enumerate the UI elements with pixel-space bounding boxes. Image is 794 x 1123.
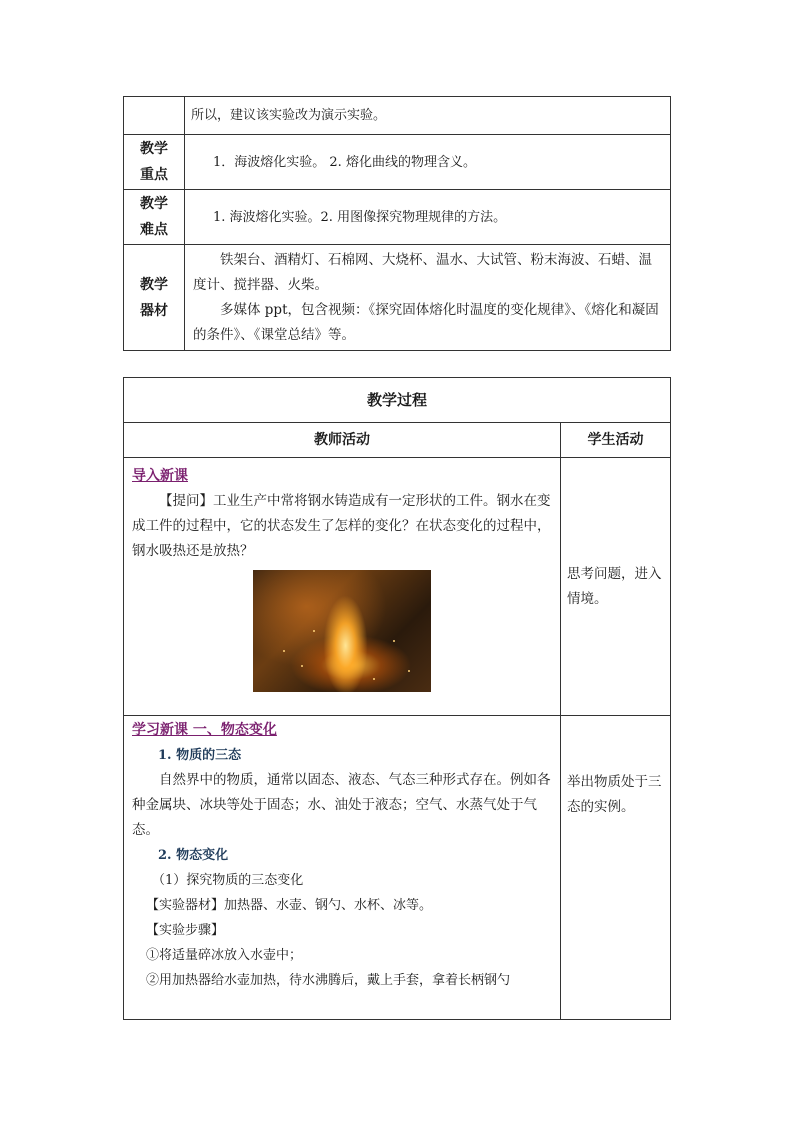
molten-steel-pouring-photo (253, 570, 431, 692)
spark-dot (373, 678, 375, 680)
key-points-content: 1．海波熔化实验。 2. 熔化曲线的物理含义。 (185, 135, 671, 190)
spark-dot (283, 650, 285, 652)
equipment-list: 铁架台、酒精灯、石棉网、大烧杯、温水、大试管、粉末海波、石蜡、温度计、搅拌器、火柴。 (193, 251, 652, 293)
difficulties-label-line1: 教学 (140, 196, 168, 212)
equipment-media: 多媒体 ppt，包含视频：《探究固体熔化时温度的变化规律》、《熔化和凝固的条件》、《课堂总结》等。 (193, 301, 659, 343)
info-label-empty (124, 97, 185, 135)
experiment-step-2: ②用加热器给水壶加热，待水沸腾后，戴上手套，拿着长柄钢勺 (146, 973, 511, 988)
process-title: 教学过程 (124, 378, 671, 423)
spark-dot (408, 670, 410, 672)
info-table (123, 96, 671, 351)
info-row-equipment (124, 245, 671, 351)
three-states-text: 自然界中的物质，通常以固态、液态、气态三种形式存在。例如各种金属块、冰块等处于固态；水、油处于液态；空气、水蒸气处于气态。 (132, 772, 551, 838)
equipment-label-line2: 器材 (140, 302, 168, 319)
process-header-row (124, 423, 671, 458)
experiment-equipment: 【实验器材】加热器、水壶、钢勺、水杯、冰等。 (146, 898, 433, 913)
process-table (123, 377, 671, 1020)
difficulties-content: 1. 海波熔化实验。2. 用图像探究物理规律的方法。 (185, 190, 671, 245)
intro-student-cell: 思考问题，进入情境。 (561, 458, 671, 716)
difficulties-label (124, 190, 185, 245)
spark-dot (313, 630, 315, 632)
experiment-step-1: ①将适量碎冰放入水壶中； (146, 948, 303, 963)
new-lesson-student-cell: 举出物质处于三态的实例。 (561, 716, 671, 1020)
explore-three-states: （1）探究物质的三态变化 (152, 873, 304, 888)
equipment-label-line1: 教学 (140, 276, 168, 293)
intro-section-title: 导入新课 (132, 468, 188, 484)
info-continuation-text: 所以，建议该实验改为演示实验。 (185, 97, 671, 135)
experiment-steps-label: 【实验步骤】 (146, 923, 225, 938)
new-lesson-teacher-cell (124, 716, 561, 1020)
equipment-content (185, 245, 671, 351)
new-lesson-section-title: 学习新课 一、物态变化 (132, 722, 277, 738)
intro-teacher-cell (124, 458, 561, 716)
info-row-continuation (124, 97, 671, 135)
key-points-label (124, 135, 185, 190)
process-title-row (124, 378, 671, 423)
intro-row (124, 458, 671, 716)
key-points-label-line2: 重点 (140, 167, 168, 183)
intro-question: 【提问】工业生产中常将钢水铸造成有一定形状的工件。钢水在变成工件的过程中，它的状态发生了怎样的变化？在状态变化的过程中，钢水吸热还是放热？ (132, 493, 551, 559)
spark-dot (393, 640, 395, 642)
state-change-title: 2. 物态变化 (158, 848, 229, 863)
teacher-activity-header: 教师活动 (124, 423, 561, 458)
spark-dot (301, 665, 303, 667)
info-row-key-points (124, 135, 671, 190)
key-points-label-line1: 教学 (140, 141, 168, 157)
three-states-title: 1. 物质的三态 (158, 748, 242, 763)
new-lesson-row (124, 716, 671, 1020)
difficulties-label-line2: 难点 (140, 222, 168, 238)
info-row-difficulties (124, 190, 671, 245)
equipment-label (124, 245, 185, 351)
student-activity-header: 学生活动 (561, 423, 671, 458)
